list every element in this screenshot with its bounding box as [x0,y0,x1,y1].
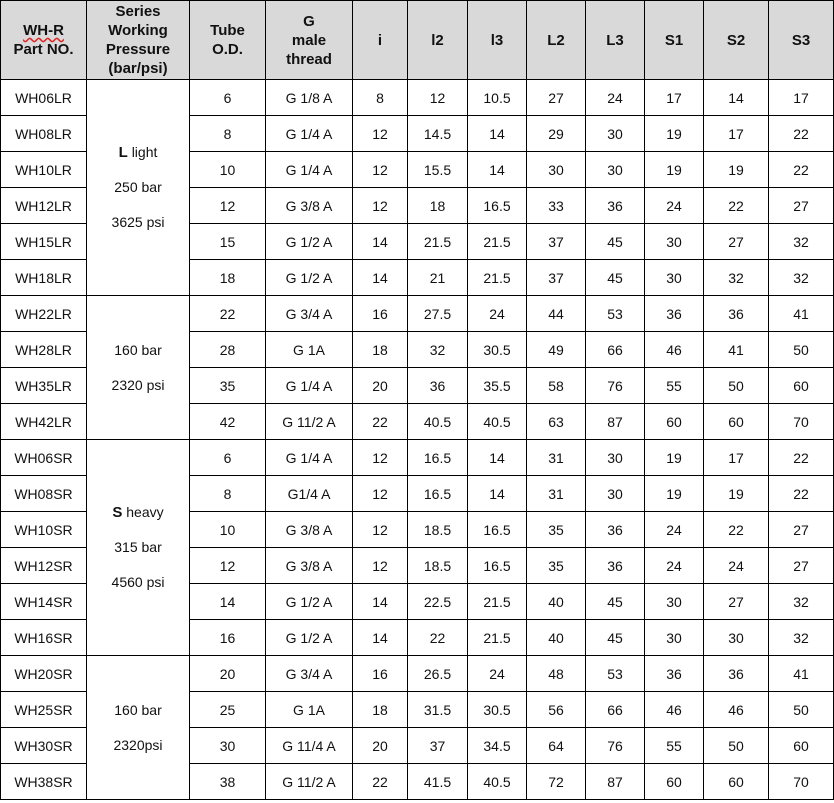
cell-L2: 29 [527,116,586,152]
cell-S3: 17 [769,80,834,116]
cell-L2: 31 [527,476,586,512]
cell-S3: 41 [769,656,834,692]
cell-L2: 56 [527,692,586,728]
cell-l2-lower: 12 [408,80,468,116]
series-text: 2320 psi [111,376,165,393]
cell-l3-lower: 24 [468,656,527,692]
header-series [87,1,190,80]
cell-tube-od: 6 [190,80,266,116]
cell-S3: 70 [769,404,834,440]
cell-S2: 36 [704,296,769,332]
cell-L2: 37 [527,224,586,260]
series-line [87,495,189,530]
cell-i: 12 [353,476,408,512]
header-thread-line3: thread [286,50,332,68]
cell-i: 14 [353,260,408,296]
cell-l3-lower: 35.5 [468,368,527,404]
cell-l2-lower: 21 [408,260,468,296]
cell-l3-lower: 14 [468,116,527,152]
series-cell [87,656,190,800]
cell-S3: 32 [769,224,834,260]
series-line [87,170,189,205]
cell-thread: G 1/4 A [266,152,353,188]
cell-i: 18 [353,692,408,728]
cell-S3: 32 [769,260,834,296]
cell-tube-od: 8 [190,116,266,152]
cell-thread: G 1/2 A [266,620,353,656]
cell-L3: 87 [586,764,645,800]
cell-l3-lower: 40.5 [468,404,527,440]
cell-L2: 35 [527,512,586,548]
cell-L3: 45 [586,224,645,260]
cell-thread: G 1/2 A [266,224,353,260]
table-row [1,80,834,116]
cell-i: 12 [353,440,408,476]
cell-S1: 36 [645,296,704,332]
cell-S1: 30 [645,620,704,656]
series-letter: L [118,144,128,161]
cell-thread: G1/4 A [266,476,353,512]
cell-tube-od: 42 [190,404,266,440]
cell-tube-od: 12 [190,548,266,584]
cell-i: 12 [353,188,408,224]
cell-L2: 49 [527,332,586,368]
cell-tube-od: 15 [190,224,266,260]
cell-S3: 41 [769,296,834,332]
cell-l2-lower: 22.5 [408,584,468,620]
cell-thread: G 1/2 A [266,260,353,296]
cell-L2: 31 [527,440,586,476]
cell-part-no: WH25SR [1,692,87,728]
cell-L2: 35 [527,548,586,584]
cell-thread: G 3/8 A [266,548,353,584]
cell-i: 12 [353,512,408,548]
cell-thread: G 1A [266,332,353,368]
cell-l3-lower: 14 [468,440,527,476]
cell-L3: 76 [586,728,645,764]
cell-L3: 45 [586,584,645,620]
cell-tube-od: 22 [190,296,266,332]
cell-tube-od: 10 [190,152,266,188]
cell-S3: 22 [769,152,834,188]
cell-S3: 50 [769,692,834,728]
cell-i: 16 [353,656,408,692]
cell-l2-lower: 41.5 [408,764,468,800]
cell-l2-lower: 27.5 [408,296,468,332]
cell-part-no: WH22LR [1,296,87,332]
cell-i: 12 [353,152,408,188]
cell-i: 20 [353,368,408,404]
cell-l3-lower: 14 [468,152,527,188]
header-S2: S2 [704,1,769,80]
cell-L2: 48 [527,656,586,692]
cell-L3: 36 [586,188,645,224]
header-row [1,1,834,80]
cell-tube-od: 6 [190,440,266,476]
series-line [87,530,189,565]
series-text: heavy [126,504,164,520]
cell-L2: 64 [527,728,586,764]
cell-S1: 55 [645,368,704,404]
cell-l3-lower: 21.5 [468,584,527,620]
cell-S1: 19 [645,476,704,512]
cell-S3: 27 [769,548,834,584]
cell-l2-lower: 31.5 [408,692,468,728]
cell-l3-lower: 16.5 [468,548,527,584]
cell-l3-lower: 14 [468,476,527,512]
header-tube-od [190,1,266,80]
header-tube-line2: O.D. [212,41,243,58]
cell-tube-od: 25 [190,692,266,728]
cell-S2: 46 [704,692,769,728]
cell-S3: 60 [769,728,834,764]
cell-part-no: WH30SR [1,728,87,764]
cell-S2: 30 [704,620,769,656]
cell-l3-lower: 21.5 [468,620,527,656]
cell-S3: 70 [769,764,834,800]
cell-L3: 30 [586,476,645,512]
series-text: 160 bar [114,341,162,358]
cell-i: 8 [353,80,408,116]
cell-S3: 22 [769,440,834,476]
cell-L3: 30 [586,116,645,152]
cell-l2-lower: 26.5 [408,656,468,692]
cell-tube-od: 14 [190,584,266,620]
series-cell [87,80,190,296]
cell-i: 22 [353,404,408,440]
cell-S2: 60 [704,764,769,800]
cell-L2: 58 [527,368,586,404]
cell-i: 22 [353,764,408,800]
cell-S2: 60 [704,404,769,440]
cell-l3-lower: 21.5 [468,224,527,260]
cell-part-no: WH12LR [1,188,87,224]
cell-part-no: WH38SR [1,764,87,800]
series-text: 3625 psi [111,214,165,230]
cell-S2: 22 [704,188,769,224]
cell-i: 16 [353,296,408,332]
cell-tube-od: 16 [190,620,266,656]
cell-tube-od: 8 [190,476,266,512]
series-text: 160 bar [114,701,162,718]
cell-thread: G 3/4 A [266,296,353,332]
cell-l3-lower: 40.5 [468,764,527,800]
cell-S3: 22 [769,476,834,512]
cell-S1: 17 [645,80,704,116]
cell-tube-od: 38 [190,764,266,800]
cell-l3-lower: 16.5 [468,512,527,548]
cell-L3: 36 [586,512,645,548]
cell-L2: 27 [527,80,586,116]
series-letter: S [112,504,123,521]
cell-S3: 22 [769,116,834,152]
cell-l3-lower: 16.5 [468,188,527,224]
header-series-line3: Pressure [105,41,171,58]
cell-S1: 60 [645,404,704,440]
cell-L2: 33 [527,188,586,224]
cell-l2-lower: 18.5 [408,512,468,548]
cell-S2: 19 [704,152,769,188]
cell-S1: 36 [645,656,704,692]
cell-L3: 66 [586,332,645,368]
cell-L2: 37 [527,260,586,296]
cell-i: 14 [353,224,408,260]
cell-S2: 24 [704,548,769,584]
cell-S1: 24 [645,188,704,224]
cell-L2: 44 [527,296,586,332]
series-line [87,565,189,600]
cell-part-no: WH12SR [1,548,87,584]
cell-L2: 30 [527,152,586,188]
cell-S3: 60 [769,368,834,404]
cell-part-no: WH16SR [1,620,87,656]
cell-part-no: WH15LR [1,224,87,260]
cell-L3: 30 [586,440,645,476]
cell-L3: 76 [586,368,645,404]
cell-L3: 87 [586,404,645,440]
cell-l2-lower: 18.5 [408,548,468,584]
table-body [1,80,834,800]
cell-S3: 27 [769,512,834,548]
cell-l3-lower: 34.5 [468,728,527,764]
cell-l2-lower: 14.5 [408,116,468,152]
series-cell [87,296,190,440]
cell-part-no: WH06LR [1,80,87,116]
cell-l3-lower: 30.5 [468,332,527,368]
cell-S2: 27 [704,224,769,260]
cell-part-no: WH06SR [1,440,87,476]
header-part-no [1,1,87,80]
cell-S1: 19 [645,116,704,152]
cell-S3: 50 [769,332,834,368]
cell-l2-lower: 22 [408,620,468,656]
series-text: light [131,144,158,160]
cell-thread: G 11/4 A [266,728,353,764]
cell-S1: 24 [645,548,704,584]
cell-S2: 32 [704,260,769,296]
cell-S2: 50 [704,728,769,764]
header-series-line1: Series [115,3,161,20]
cell-l2-lower: 18 [408,188,468,224]
cell-S3: 32 [769,584,834,620]
cell-i: 20 [353,728,408,764]
cell-tube-od: 28 [190,332,266,368]
cell-l3-lower: 21.5 [468,260,527,296]
header-S3: S3 [769,1,834,80]
cell-i: 12 [353,116,408,152]
series-cell [87,440,190,656]
cell-l3-lower: 30.5 [468,692,527,728]
cell-L3: 45 [586,620,645,656]
cell-tube-od: 20 [190,656,266,692]
cell-l3-lower: 10.5 [468,80,527,116]
cell-L3: 36 [586,548,645,584]
cell-part-no: WH20SR [1,656,87,692]
header-part-line2: Part NO. [13,41,74,58]
cell-S2: 50 [704,368,769,404]
cell-part-no: WH18LR [1,260,87,296]
cell-L2: 40 [527,620,586,656]
header-L3: L3 [586,1,645,80]
cell-part-no: WH35LR [1,368,87,404]
cell-thread: G 3/4 A [266,656,353,692]
cell-thread: G 1/4 A [266,116,353,152]
cell-thread: G 1A [266,692,353,728]
cell-S2: 17 [704,440,769,476]
header-series-line2: Working [108,22,168,39]
cell-part-no: WH10SR [1,512,87,548]
cell-L2: 63 [527,404,586,440]
cell-i: 18 [353,332,408,368]
cell-thread: G 1/4 A [266,368,353,404]
cell-S3: 32 [769,620,834,656]
cell-l2-lower: 16.5 [408,476,468,512]
header-thread-line2: male [291,31,327,49]
header-l3-lower: l3 [468,1,527,80]
header-thread [266,1,353,80]
cell-thread: G 11/2 A [266,404,353,440]
cell-L3: 66 [586,692,645,728]
cell-tube-od: 10 [190,512,266,548]
series-line [87,368,189,403]
cell-i: 12 [353,548,408,584]
cell-S1: 30 [645,224,704,260]
cell-S1: 19 [645,440,704,476]
cell-S2: 36 [704,656,769,692]
cell-L3: 30 [586,152,645,188]
cell-S2: 14 [704,80,769,116]
cell-S2: 27 [704,584,769,620]
cell-S1: 30 [645,584,704,620]
series-text: 2320psi [113,736,163,753]
cell-l3-lower: 24 [468,296,527,332]
header-part-line1: WH-R [23,22,64,39]
cell-l2-lower: 16.5 [408,440,468,476]
cell-S2: 17 [704,116,769,152]
series-line [87,135,189,170]
header-i: i [353,1,408,80]
cell-part-no: WH14SR [1,584,87,620]
cell-tube-od: 30 [190,728,266,764]
cell-l2-lower: 21.5 [408,224,468,260]
cell-S3: 27 [769,188,834,224]
cell-i: 14 [353,620,408,656]
cell-tube-od: 35 [190,368,266,404]
series-line [87,693,189,728]
cell-S1: 60 [645,764,704,800]
cell-tube-od: 12 [190,188,266,224]
cell-L3: 24 [586,80,645,116]
cell-S1: 46 [645,332,704,368]
cell-L3: 53 [586,656,645,692]
cell-part-no: WH08SR [1,476,87,512]
cell-part-no: WH28LR [1,332,87,368]
cell-L2: 40 [527,584,586,620]
series-text: 250 bar [114,179,162,195]
header-l2-lower: l2 [408,1,468,80]
table-row [1,296,834,332]
cell-S1: 24 [645,512,704,548]
header-S1: S1 [645,1,704,80]
cell-l2-lower: 36 [408,368,468,404]
table-row [1,656,834,692]
cell-part-no: WH42LR [1,404,87,440]
cell-l2-lower: 32 [408,332,468,368]
series-line [87,205,189,240]
cell-S1: 55 [645,728,704,764]
header-tube-line1: Tube [210,22,245,39]
cell-L3: 45 [586,260,645,296]
cell-S2: 41 [704,332,769,368]
cell-thread: G 3/8 A [266,188,353,224]
series-text: 315 bar [114,539,162,555]
cell-l2-lower: 37 [408,728,468,764]
series-text: 4560 psi [111,574,165,590]
cell-L3: 53 [586,296,645,332]
cell-S2: 19 [704,476,769,512]
header-series-line4: (bar/psi) [108,60,168,77]
header-thread-line1: G [303,12,315,30]
cell-thread: G 3/8 A [266,512,353,548]
cell-i: 14 [353,584,408,620]
series-line [87,728,189,763]
cell-tube-od: 18 [190,260,266,296]
cell-S1: 19 [645,152,704,188]
cell-l2-lower: 40.5 [408,404,468,440]
cell-S1: 30 [645,260,704,296]
cell-part-no: WH08LR [1,116,87,152]
cell-L2: 72 [527,764,586,800]
header-L2: L2 [527,1,586,80]
series-line [87,333,189,368]
cell-S1: 46 [645,692,704,728]
cell-part-no: WH10LR [1,152,87,188]
cell-thread: G 11/2 A [266,764,353,800]
cell-thread: G 1/2 A [266,584,353,620]
table-row [1,440,834,476]
cell-thread: G 1/8 A [266,80,353,116]
cell-thread: G 1/4 A [266,440,353,476]
cell-l2-lower: 15.5 [408,152,468,188]
cell-S2: 22 [704,512,769,548]
